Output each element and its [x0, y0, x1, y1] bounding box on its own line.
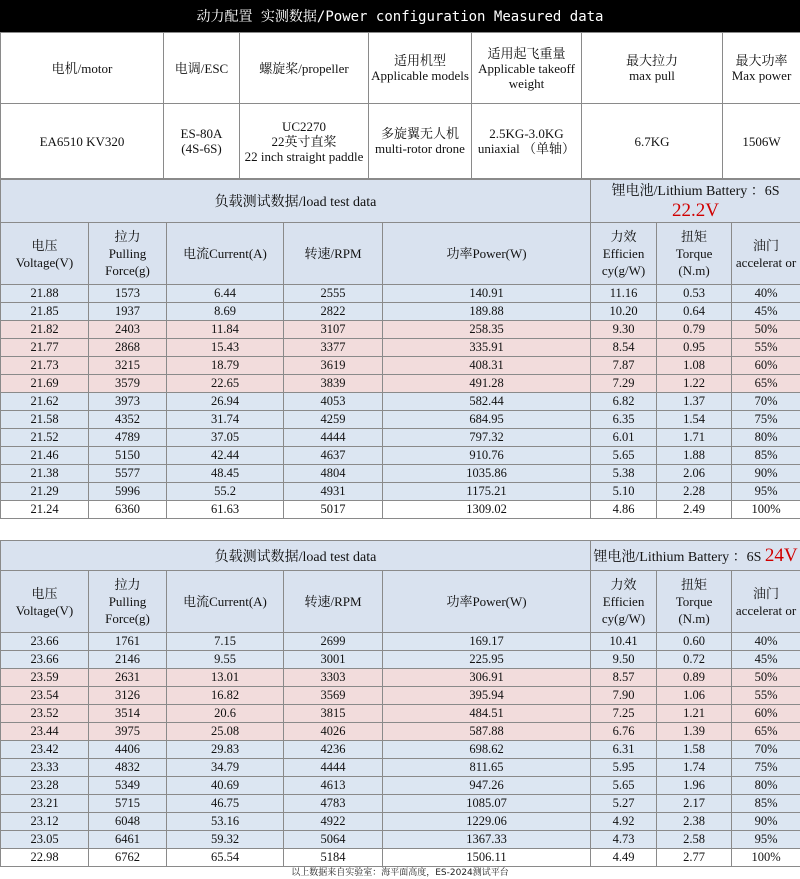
cell-rpm: 3303: [284, 669, 383, 687]
table-row: [1, 741, 800, 759]
cell-torque: 1.39: [657, 723, 732, 741]
cell-torque: 0.89: [657, 669, 732, 687]
cell-torque: 2.49: [657, 501, 732, 519]
cell-torque: 2.58: [657, 831, 732, 849]
cell-power: 1175.21: [383, 483, 591, 501]
cell-current: 8.69: [167, 303, 284, 321]
table-row: [1, 303, 800, 321]
config-value-takeoff-weight: 2.5KG-3.0KG uniaxial （单轴）: [472, 104, 582, 179]
config-header-esc: 电调/ESC: [164, 33, 240, 104]
cell-torque: 1.74: [657, 759, 732, 777]
cell-efficiency: 8.54: [591, 339, 657, 357]
column-header-throttle: 油门 accelerat or: [732, 223, 800, 285]
cell-voltage: 21.38: [1, 465, 89, 483]
cell-voltage: 21.62: [1, 393, 89, 411]
cell-efficiency: 11.16: [591, 285, 657, 303]
cell-voltage: 21.77: [1, 339, 89, 357]
cell-rpm: 2822: [284, 303, 383, 321]
cell-rpm: 2699: [284, 633, 383, 651]
cell-pulling-force: 5577: [89, 465, 167, 483]
cell-pulling-force: 3973: [89, 393, 167, 411]
table-row: [1, 447, 800, 465]
cell-throttle: 70%: [732, 393, 800, 411]
cell-efficiency: 4.73: [591, 831, 657, 849]
cell-voltage: 21.88: [1, 285, 89, 303]
battery-voltage: 22.2V: [672, 200, 719, 221]
cell-pulling-force: 2146: [89, 651, 167, 669]
cell-rpm: 4259: [284, 411, 383, 429]
column-header-torque: 扭矩 Torque (N.m): [657, 571, 732, 633]
column-header-power: 功率Power(W): [383, 571, 591, 633]
cell-voltage: 21.73: [1, 357, 89, 375]
cell-rpm: 4804: [284, 465, 383, 483]
column-header-rpm: 转速/RPM: [284, 571, 383, 633]
cell-current: 18.79: [167, 357, 284, 375]
cell-throttle: 40%: [732, 633, 800, 651]
cell-pulling-force: 3126: [89, 687, 167, 705]
cell-efficiency: 6.01: [591, 429, 657, 447]
cell-voltage: 23.44: [1, 723, 89, 741]
cell-throttle: 55%: [732, 339, 800, 357]
cell-power: 140.91: [383, 285, 591, 303]
cell-current: 26.94: [167, 393, 284, 411]
cell-rpm: 3569: [284, 687, 383, 705]
cell-throttle: 55%: [732, 687, 800, 705]
cell-efficiency: 10.20: [591, 303, 657, 321]
cell-torque: 0.72: [657, 651, 732, 669]
cell-throttle: 100%: [732, 501, 800, 519]
cell-rpm: 3107: [284, 321, 383, 339]
table-row: [1, 795, 800, 813]
cell-throttle: 45%: [732, 303, 800, 321]
cell-current: 20.6: [167, 705, 284, 723]
cell-pulling-force: 6461: [89, 831, 167, 849]
cell-throttle: 80%: [732, 777, 800, 795]
cell-power: 484.51: [383, 705, 591, 723]
cell-voltage: 21.24: [1, 501, 89, 519]
table-row: [1, 375, 800, 393]
cell-rpm: 4922: [284, 813, 383, 831]
cell-throttle: 65%: [732, 375, 800, 393]
cell-rpm: 4637: [284, 447, 383, 465]
table-row: [1, 849, 800, 867]
cell-throttle: 75%: [732, 759, 800, 777]
cell-voltage: 21.29: [1, 483, 89, 501]
cell-current: 22.65: [167, 375, 284, 393]
cell-pulling-force: 3975: [89, 723, 167, 741]
cell-pulling-force: 4832: [89, 759, 167, 777]
cell-efficiency: 5.27: [591, 795, 657, 813]
cell-voltage: 23.28: [1, 777, 89, 795]
table-row: [1, 393, 800, 411]
config-header-motor: 电机/motor: [1, 33, 164, 104]
cell-efficiency: 4.92: [591, 813, 657, 831]
cell-rpm: 4931: [284, 483, 383, 501]
cell-current: 42.44: [167, 447, 284, 465]
cell-pulling-force: 4352: [89, 411, 167, 429]
cell-power: 491.28: [383, 375, 591, 393]
cell-rpm: 3839: [284, 375, 383, 393]
cell-pulling-force: 3514: [89, 705, 167, 723]
table-row: [1, 501, 800, 519]
battery-info: [591, 541, 800, 571]
column-header-current: 电流Current(A): [167, 571, 284, 633]
config-value-models: 多旋翼无人机 multi-rotor drone: [369, 104, 472, 179]
cell-efficiency: 5.10: [591, 483, 657, 501]
table-row: [1, 813, 800, 831]
cell-torque: 1.08: [657, 357, 732, 375]
cell-rpm: 4444: [284, 429, 383, 447]
cell-voltage: 21.82: [1, 321, 89, 339]
column-header-rpm: 转速/RPM: [284, 223, 383, 285]
cell-rpm: 5017: [284, 501, 383, 519]
cell-torque: 1.54: [657, 411, 732, 429]
column-header-pulling-force: 拉力 Pulling Force(g): [89, 571, 167, 633]
cell-current: 34.79: [167, 759, 284, 777]
config-value-max-power: 1506W: [723, 104, 800, 179]
cell-torque: 1.58: [657, 741, 732, 759]
cell-throttle: 60%: [732, 357, 800, 375]
cell-voltage: 23.05: [1, 831, 89, 849]
column-header-voltage: 电压 Voltage(V): [1, 223, 89, 285]
cell-voltage: 22.98: [1, 849, 89, 867]
table-row: [1, 831, 800, 849]
cell-pulling-force: 5996: [89, 483, 167, 501]
battery-label: 锂电池/Lithium Battery ：6S: [612, 184, 780, 199]
table-row: [1, 687, 800, 705]
column-header-pulling-force: 拉力 Pulling Force(g): [89, 223, 167, 285]
cell-current: 55.2: [167, 483, 284, 501]
cell-current: 46.75: [167, 795, 284, 813]
cell-current: 9.55: [167, 651, 284, 669]
cell-efficiency: 4.49: [591, 849, 657, 867]
cell-current: 16.82: [167, 687, 284, 705]
cell-torque: 2.17: [657, 795, 732, 813]
cell-pulling-force: 1937: [89, 303, 167, 321]
cell-efficiency: 8.57: [591, 669, 657, 687]
table-row: [1, 633, 800, 651]
cell-torque: 0.79: [657, 321, 732, 339]
load-test-label: 负载测试数据/load test data: [1, 180, 591, 223]
cell-throttle: 45%: [732, 651, 800, 669]
cell-efficiency: 9.30: [591, 321, 657, 339]
cell-power: 1506.11: [383, 849, 591, 867]
cell-efficiency: 7.25: [591, 705, 657, 723]
cell-throttle: 85%: [732, 447, 800, 465]
cell-torque: 0.53: [657, 285, 732, 303]
cell-voltage: 23.54: [1, 687, 89, 705]
cell-rpm: 5064: [284, 831, 383, 849]
cell-throttle: 50%: [732, 669, 800, 687]
cell-torque: 1.06: [657, 687, 732, 705]
cell-rpm: 2555: [284, 285, 383, 303]
cell-throttle: 60%: [732, 705, 800, 723]
cell-throttle: 90%: [732, 813, 800, 831]
cell-voltage: 21.52: [1, 429, 89, 447]
cell-efficiency: 5.65: [591, 777, 657, 795]
config-header-propeller: 螺旋桨/propeller: [240, 33, 369, 104]
cell-pulling-force: 1573: [89, 285, 167, 303]
column-header-current: 电流Current(A): [167, 223, 284, 285]
cell-voltage: 21.46: [1, 447, 89, 465]
cell-pulling-force: 5150: [89, 447, 167, 465]
cell-torque: 1.71: [657, 429, 732, 447]
cell-power: 169.17: [383, 633, 591, 651]
table-row: [1, 321, 800, 339]
cell-torque: 2.77: [657, 849, 732, 867]
cell-current: 13.01: [167, 669, 284, 687]
cell-power: 225.95: [383, 651, 591, 669]
cell-throttle: 95%: [732, 831, 800, 849]
cell-torque: 1.37: [657, 393, 732, 411]
table-row: [1, 429, 800, 447]
page-title: 动力配置 实测数据/Power configuration Measured data: [0, 0, 800, 32]
cell-power: 1309.02: [383, 501, 591, 519]
cell-power: 811.65: [383, 759, 591, 777]
cell-efficiency: 7.29: [591, 375, 657, 393]
cell-pulling-force: 2868: [89, 339, 167, 357]
cell-rpm: 5184: [284, 849, 383, 867]
cell-torque: 2.38: [657, 813, 732, 831]
cell-efficiency: 6.31: [591, 741, 657, 759]
cell-power: 258.35: [383, 321, 591, 339]
cell-pulling-force: 3579: [89, 375, 167, 393]
cell-throttle: 75%: [732, 411, 800, 429]
table-row: [1, 339, 800, 357]
table-row: [1, 759, 800, 777]
cell-voltage: 21.58: [1, 411, 89, 429]
footer-note: 以上数据来自实验室：海平面高度，ES-2024测试平台: [0, 867, 800, 879]
table-row: [1, 651, 800, 669]
config-header-takeoff-weight: 适用起飞重量 Applicable takeoff weight: [472, 33, 582, 104]
cell-efficiency: 10.41: [591, 633, 657, 651]
cell-throttle: 65%: [732, 723, 800, 741]
cell-rpm: 3619: [284, 357, 383, 375]
table-row: [1, 411, 800, 429]
cell-power: 408.31: [383, 357, 591, 375]
config-table: [0, 32, 800, 179]
cell-voltage: 23.33: [1, 759, 89, 777]
cell-power: 306.91: [383, 669, 591, 687]
battery-label: 锂电池/Lithium Battery ：6S: [593, 550, 765, 565]
cell-current: 7.15: [167, 633, 284, 651]
cell-rpm: 3001: [284, 651, 383, 669]
cell-current: 61.63: [167, 501, 284, 519]
cell-rpm: 3377: [284, 339, 383, 357]
cell-current: 53.16: [167, 813, 284, 831]
cell-pulling-force: 4406: [89, 741, 167, 759]
load-test-table: [0, 540, 800, 867]
cell-power: 797.32: [383, 429, 591, 447]
cell-power: 1229.06: [383, 813, 591, 831]
load-test-table: [0, 179, 800, 519]
cell-throttle: 90%: [732, 465, 800, 483]
cell-torque: 0.64: [657, 303, 732, 321]
cell-current: 65.54: [167, 849, 284, 867]
table-row: [1, 483, 800, 501]
cell-voltage: 21.69: [1, 375, 89, 393]
config-value-propeller: UC2270 22英寸直桨 22 inch straight paddle: [240, 104, 369, 179]
table-row: [1, 285, 800, 303]
cell-throttle: 50%: [732, 321, 800, 339]
cell-power: 1035.86: [383, 465, 591, 483]
cell-throttle: 100%: [732, 849, 800, 867]
table-row: [1, 723, 800, 741]
column-header-voltage: 电压 Voltage(V): [1, 571, 89, 633]
cell-rpm: 4444: [284, 759, 383, 777]
cell-torque: 0.60: [657, 633, 732, 651]
table-row: [1, 705, 800, 723]
cell-current: 59.32: [167, 831, 284, 849]
cell-throttle: 95%: [732, 483, 800, 501]
config-header-max-pull: 最大拉力 max pull: [582, 33, 723, 104]
cell-rpm: 4053: [284, 393, 383, 411]
cell-pulling-force: 3215: [89, 357, 167, 375]
cell-efficiency: 4.86: [591, 501, 657, 519]
cell-power: 910.76: [383, 447, 591, 465]
cell-efficiency: 6.82: [591, 393, 657, 411]
cell-efficiency: 5.38: [591, 465, 657, 483]
cell-rpm: 4236: [284, 741, 383, 759]
cell-efficiency: 5.65: [591, 447, 657, 465]
cell-torque: 1.88: [657, 447, 732, 465]
cell-torque: 2.06: [657, 465, 732, 483]
cell-efficiency: 6.35: [591, 411, 657, 429]
cell-pulling-force: 2631: [89, 669, 167, 687]
config-value-esc: ES-80A (4S-6S): [164, 104, 240, 179]
table-row: [1, 669, 800, 687]
config-value-max-pull: 6.7KG: [582, 104, 723, 179]
cell-pulling-force: 5715: [89, 795, 167, 813]
config-header-models: 适用机型 Applicable models: [369, 33, 472, 104]
cell-current: 11.84: [167, 321, 284, 339]
cell-throttle: 80%: [732, 429, 800, 447]
cell-torque: 1.21: [657, 705, 732, 723]
cell-voltage: 23.66: [1, 651, 89, 669]
cell-voltage: 23.52: [1, 705, 89, 723]
config-value-motor: EA6510 KV320: [1, 104, 164, 179]
column-header-torque: 扭矩 Torque (N.m): [657, 223, 732, 285]
cell-current: 25.08: [167, 723, 284, 741]
cell-pulling-force: 6360: [89, 501, 167, 519]
cell-pulling-force: 1761: [89, 633, 167, 651]
cell-voltage: 23.42: [1, 741, 89, 759]
battery-info: [591, 180, 800, 223]
cell-current: 6.44: [167, 285, 284, 303]
config-header-max-power: 最大功率 Max power: [723, 33, 800, 104]
cell-efficiency: 7.90: [591, 687, 657, 705]
cell-voltage: 23.59: [1, 669, 89, 687]
cell-pulling-force: 6762: [89, 849, 167, 867]
cell-efficiency: 5.95: [591, 759, 657, 777]
cell-current: 29.83: [167, 741, 284, 759]
cell-throttle: 70%: [732, 741, 800, 759]
cell-pulling-force: 6048: [89, 813, 167, 831]
cell-pulling-force: 4789: [89, 429, 167, 447]
cell-power: 335.91: [383, 339, 591, 357]
cell-current: 37.05: [167, 429, 284, 447]
cell-torque: 0.95: [657, 339, 732, 357]
cell-torque: 1.96: [657, 777, 732, 795]
cell-power: 698.62: [383, 741, 591, 759]
section-spacer: [0, 519, 800, 540]
cell-voltage: 23.66: [1, 633, 89, 651]
cell-current: 48.45: [167, 465, 284, 483]
cell-pulling-force: 2403: [89, 321, 167, 339]
cell-voltage: 23.21: [1, 795, 89, 813]
cell-efficiency: 6.76: [591, 723, 657, 741]
cell-power: 947.26: [383, 777, 591, 795]
cell-power: 189.88: [383, 303, 591, 321]
cell-power: 1085.07: [383, 795, 591, 813]
cell-voltage: 23.12: [1, 813, 89, 831]
cell-current: 31.74: [167, 411, 284, 429]
cell-rpm: 3815: [284, 705, 383, 723]
cell-efficiency: 7.87: [591, 357, 657, 375]
cell-current: 15.43: [167, 339, 284, 357]
cell-power: 1367.33: [383, 831, 591, 849]
cell-throttle: 85%: [732, 795, 800, 813]
battery-voltage: 24V: [765, 545, 798, 566]
load-test-label: 负载测试数据/load test data: [1, 541, 591, 571]
cell-efficiency: 9.50: [591, 651, 657, 669]
table-row: [1, 357, 800, 375]
cell-voltage: 21.85: [1, 303, 89, 321]
cell-pulling-force: 5349: [89, 777, 167, 795]
column-header-power: 功率Power(W): [383, 223, 591, 285]
cell-rpm: 4026: [284, 723, 383, 741]
cell-torque: 2.28: [657, 483, 732, 501]
cell-power: 395.94: [383, 687, 591, 705]
cell-power: 582.44: [383, 393, 591, 411]
cell-rpm: 4783: [284, 795, 383, 813]
column-header-throttle: 油门 accelerat or: [732, 571, 800, 633]
cell-torque: 1.22: [657, 375, 732, 393]
cell-power: 587.88: [383, 723, 591, 741]
cell-rpm: 4613: [284, 777, 383, 795]
table-row: [1, 777, 800, 795]
table-row: [1, 465, 800, 483]
cell-current: 40.69: [167, 777, 284, 795]
column-header-efficiency: 力效 Efficien cy(g/W): [591, 571, 657, 633]
column-header-efficiency: 力效 Efficien cy(g/W): [591, 223, 657, 285]
cell-power: 684.95: [383, 411, 591, 429]
cell-throttle: 40%: [732, 285, 800, 303]
